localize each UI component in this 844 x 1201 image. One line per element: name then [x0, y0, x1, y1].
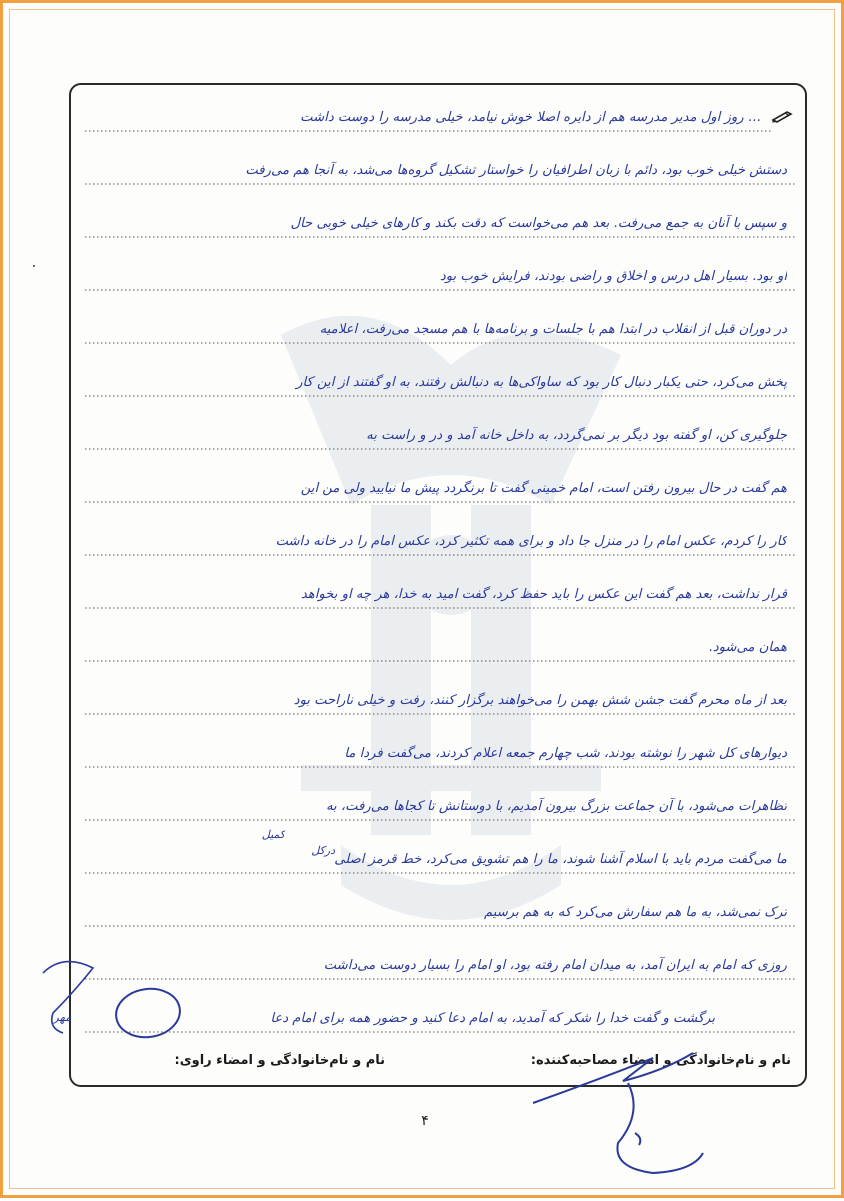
handwritten-line: بعد از ماه محرم گفت جشن شش بهمن را می‌خواهند برگزار کنند، رفت و خیلی ناراحت بود — [293, 693, 787, 708]
handwritten-line: … روز اول مدیر مدرسه هم از دایره اصلا خوش نیامد، خیلی مدرسه را دوست داشت — [300, 110, 761, 125]
handwritten-line: برگشت و گفت خدا را شکر که آمدید، به امام دعا کنید و حضور همه برای امام دعا — [270, 1011, 715, 1026]
interlinear-note: درکل — [311, 844, 335, 857]
pen-icon — [771, 109, 793, 123]
handwritten-line: تظاهرات می‌شود، با آن جماعت بزرگ بیرون آمدیم، با دوستانش تا کجاها می‌رفت، به — [325, 799, 787, 814]
handwritten-line: دیوارهای کل شهر را نوشته بودند، شب چهارم جمعه اعلام کردند، می‌گفت فردا ما — [344, 746, 787, 761]
handwritten-line: ما می‌گفت مردم باید با اسلام آشنا شوند، ما را هم تشویق می‌کرد، خط قرمز اصلی — [334, 852, 787, 867]
narrator-signature-label: نام و نام‌خانوادگی و امضاء راوی: — [174, 1053, 385, 1068]
interlinear-note: کمیل — [261, 828, 285, 841]
page-number: ۴ — [421, 1113, 429, 1129]
handwritten-line: در دوران قبل از انقلاب در ابتدا هم با جلسات و برنامه‌ها با هم مسجد می‌رفت، اعلامیه — [319, 322, 787, 337]
handwritten-line: جلوگیری کن، او گفته بود دیگر بر نمی‌گردد، به داخل خانه آمد و در و راست به — [366, 428, 787, 443]
interviewer-signature-label: نام و نام‌خانوادگی و امضاء مصاحبه‌کننده: — [530, 1053, 791, 1068]
margin-note: مهر — [53, 1010, 72, 1024]
interview-form-frame — [69, 83, 807, 1087]
handwritten-line: همان می‌شود. — [708, 640, 787, 655]
handwritten-line: قرار نداشت، بعد هم گفت این عکس را باید حفظ کرد، گفت امید به خدا، هر چه او بخواهد — [300, 587, 787, 602]
handwritten-line: ترک نمی‌شد، به ما هم سفارش می‌کرد که به هم برسیم — [484, 905, 787, 920]
handwritten-line: هم گفت در حال بیرون رفتن است، امام خمینی گفت تا برنگردد پیش ما نیایید ولی من این — [300, 481, 787, 496]
handwritten-line: او بود. بسیار اهل درس و اخلاق و راضی بودند، فرایش خوب بود — [439, 269, 787, 284]
stray-dot — [33, 265, 35, 267]
handwritten-line: و سپس با آنان به جمع می‌رفت. بعد هم می‌خواست که دقت بکند و کارهای خیلی خوبی حال — [290, 216, 787, 231]
handwritten-line: کار را کردم، عکس امام را در منزل جا داد و برای همه تکثیر کرد، عکس امام را در خانه داشت — [275, 534, 787, 549]
handwritten-line: روزی که امام به ایران آمد، به میدان امام رفته بود، او امام را بسیار دوست می‌داشت — [323, 958, 787, 973]
handwritten-line: پخش می‌کرد، حتی یکبار دنبال کار بود که ساواکی‌ها به دنبالش رفتند، به او گفتند از این کار — [296, 375, 787, 390]
handwritten-line: دستش خیلی خوب بود، دائم با زبان اطرافیان را خواستار تشکیل گروه‌ها می‌شد، به آنجا هم می‌رفت — [245, 163, 787, 178]
